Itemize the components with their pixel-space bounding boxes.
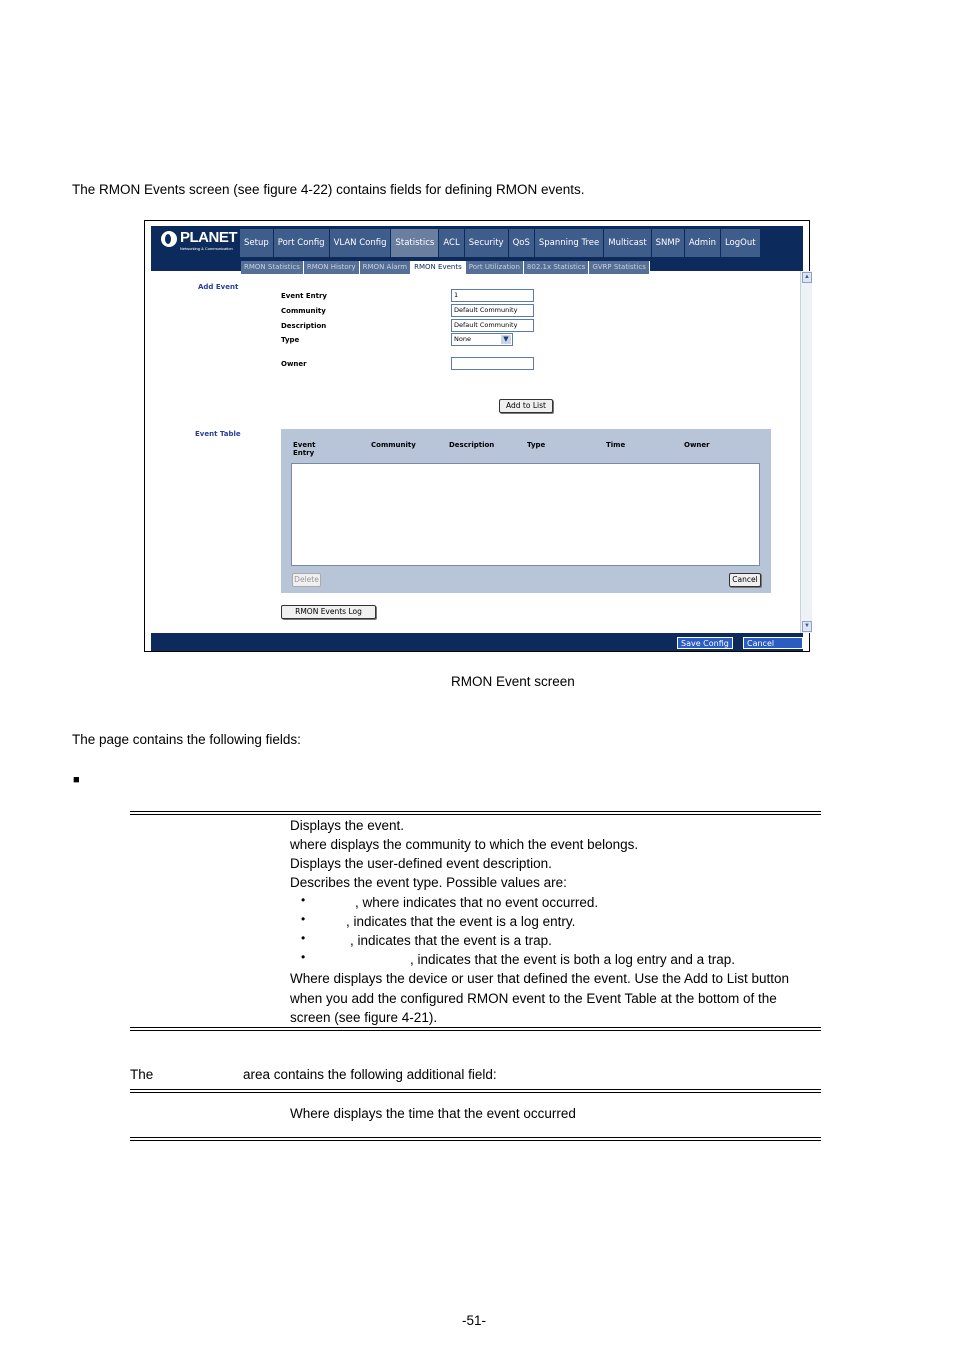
event-table [281,429,771,593]
scroll-down-icon[interactable]: ▼ [802,621,812,632]
figure-caption: RMON Event screen [451,674,575,689]
top-navigation-bar [151,226,803,271]
additional-suffix: area contains the following additional field: [243,1067,497,1082]
menu-statistics[interactable]: Statistics [391,229,439,257]
type-label: Type [281,336,300,344]
tab-8021x-statistics[interactable]: 802.1x Statistics [524,261,589,274]
planet-logo-icon [161,231,177,247]
table1-line: , indicates that the event is a log entry. [346,914,576,929]
section-bullet: ■ [73,774,80,786]
main-menu [240,229,761,257]
column-community: Community [371,441,416,449]
logo-name: PLANET [180,229,237,246]
table1-line: , indicates that the event is both a log entry and a trap. [410,952,735,967]
page-number: -51- [462,1313,487,1328]
type-select-value: None [454,335,471,343]
owner-field[interactable] [451,357,534,370]
add-to-list-button[interactable]: Add to List [499,399,553,413]
table1-line: Where displays the device or user that defined the event. Use the Add to List button [290,971,790,986]
vertical-scrollbar[interactable] [800,271,812,633]
menu-snmp[interactable]: SNMP [652,229,685,257]
sub-menu [241,261,650,274]
event-entry-label: Event Entry [281,292,327,300]
table2-bottom-rule [130,1137,821,1141]
description-field[interactable]: Default Community [451,319,534,332]
fields-intro: The page contains the following fields: [72,732,301,747]
menu-multicast[interactable]: Multicast [604,229,651,257]
tab-rmon-statistics[interactable]: RMON Statistics [241,261,304,274]
menu-admin[interactable]: Admin [685,229,721,257]
bullet-icon: • [301,931,306,945]
column-event-entry: Event Entry [293,441,316,457]
table1-line: when you add the configured RMON event to the Event Table at the bottom of the [290,991,777,1006]
rmon-events-log-button[interactable]: RMON Events Log [281,605,376,619]
save-config-button[interactable]: Save Config [677,637,733,649]
bullet-icon: • [301,893,306,907]
intro-text: The RMON Events screen (see figure 4-22) contains fields for defining RMON events. [72,182,585,197]
tab-gvrp-statistics[interactable]: GVRP Statistics [589,261,650,274]
bottom-bar [151,633,803,660]
table1-line: Displays the event. [290,818,405,833]
description-label: Description [281,322,327,330]
event-entry-field[interactable]: 1 [451,289,534,302]
menu-logout[interactable]: LogOut [721,229,761,257]
table1-line: where displays the community to which the event belongs. [290,837,639,852]
column-time: Time [606,441,626,449]
tab-rmon-events[interactable]: RMON Events [411,261,466,274]
menu-vlan-config[interactable]: VLAN Config [330,229,392,257]
tab-port-utilization[interactable]: Port Utilization [466,261,524,274]
menu-acl[interactable]: ACL [439,229,464,257]
menu-port-config[interactable]: Port Config [274,229,330,257]
table1-bottom-rule [130,1027,821,1031]
menu-qos[interactable]: QoS [509,229,535,257]
bullet-icon: • [301,912,306,926]
scroll-up-icon[interactable]: ▲ [802,272,812,283]
bullet-icon: • [301,950,306,964]
table1-line: , where indicates that no event occurred. [355,895,599,910]
delete-button[interactable]: Delete [292,573,321,587]
cancel-config-button[interactable]: Cancel Config [743,637,803,649]
planet-logo [161,229,239,257]
additional-prefix: The [130,1067,154,1082]
column-description: Description [449,441,495,449]
table1-line: , indicates that the event is a trap. [350,933,552,948]
tab-rmon-alarm[interactable]: RMON Alarm [360,261,411,274]
owner-label: Owner [281,360,307,368]
column-type: Type [527,441,546,449]
menu-security[interactable]: Security [465,229,509,257]
table2-top-rule [130,1089,821,1093]
type-select[interactable] [451,333,513,346]
table1-line: Displays the user-defined event description. [290,856,552,871]
event-table-label: Event Table [195,430,241,438]
cancel-button[interactable]: Cancel [729,573,761,587]
table1-top-rule [130,811,821,815]
community-field[interactable]: Default Community [451,304,534,317]
event-list[interactable] [291,463,760,566]
add-event-label: Add Event [198,283,239,291]
table1-line: screen (see figure 4-21). [290,1010,438,1025]
column-owner: Owner [684,441,710,449]
menu-spanning-tree[interactable]: Spanning Tree [535,229,604,257]
menu-setup[interactable]: Setup [240,229,274,257]
chevron-down-icon[interactable]: ▼ [501,335,511,344]
table2-line: Where displays the time that the event occurred [290,1106,576,1121]
tab-rmon-history[interactable]: RMON History [304,261,360,274]
community-label: Community [281,307,326,315]
table1-line: Describes the event type. Possible values are: [290,875,567,890]
logo-tagline: Networking & Communication [180,246,233,251]
rmon-events-screenshot [144,220,810,660]
